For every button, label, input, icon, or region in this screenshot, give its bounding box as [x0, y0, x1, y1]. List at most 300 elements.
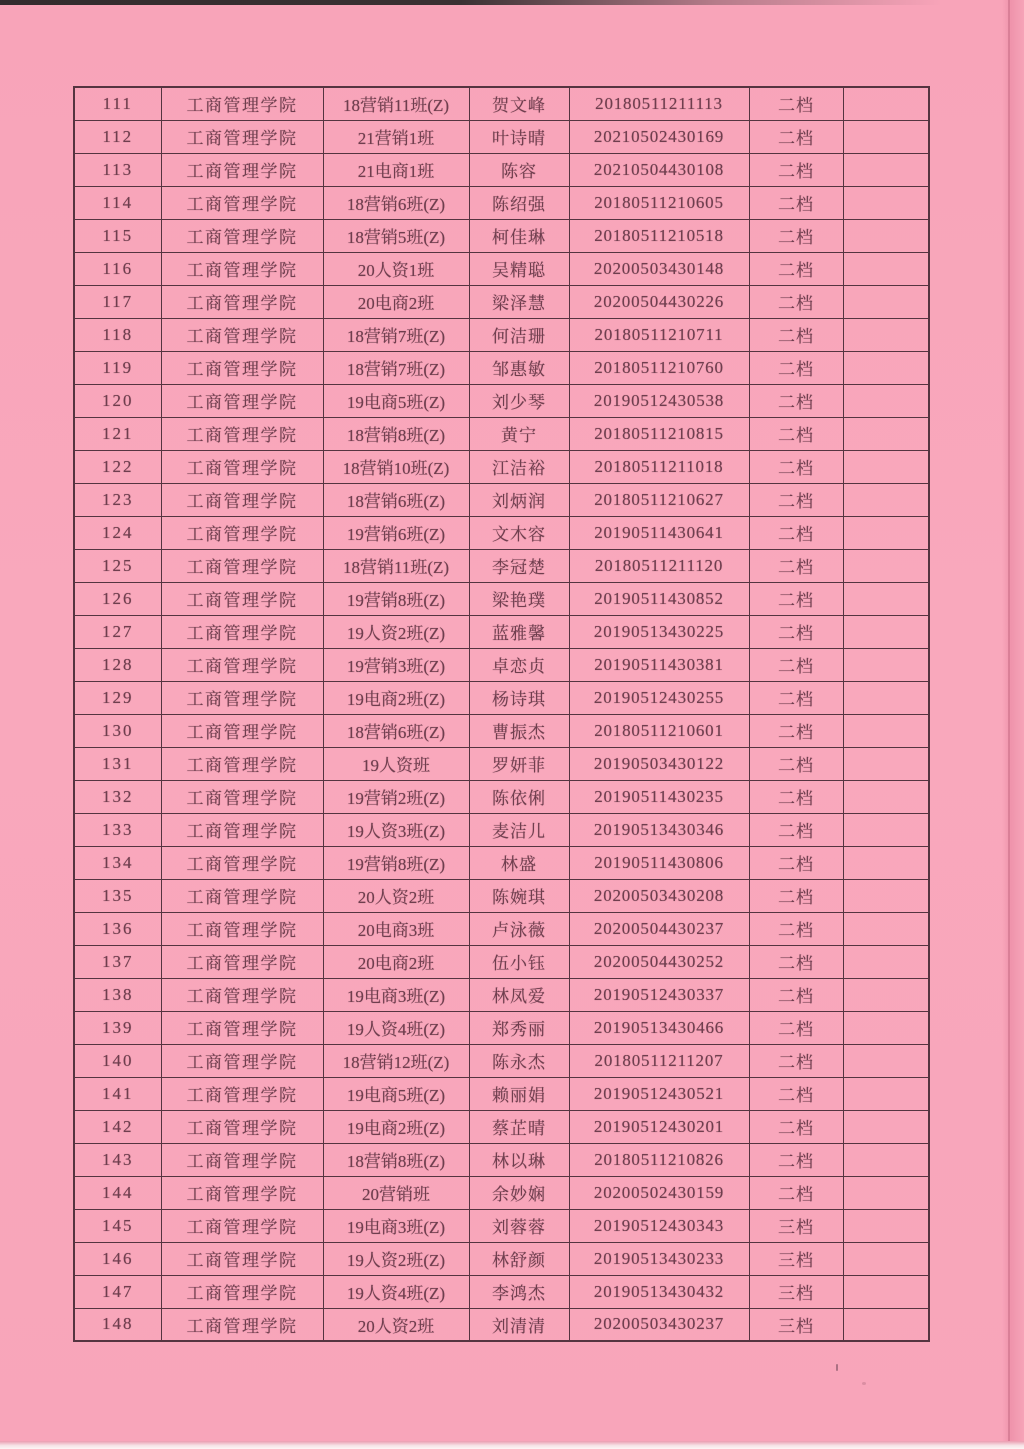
table-row [74, 1275, 929, 1308]
cell-college: 工商管理学院 [161, 681, 323, 714]
table-row [74, 1077, 929, 1110]
cell-class: 19电商2班(Z) [323, 1110, 469, 1143]
cell-level: 二档 [749, 483, 843, 516]
cell-name: 陈绍强 [469, 186, 569, 219]
cell-name: 郑秀丽 [469, 1011, 569, 1044]
cell-college: 工商管理学院 [161, 1077, 323, 1110]
cell-class: 19电商3班(Z) [323, 1209, 469, 1242]
cell-note [843, 549, 929, 582]
cell-level: 二档 [749, 153, 843, 186]
table-row [74, 417, 929, 450]
cell-name: 何洁珊 [469, 318, 569, 351]
cell-note [843, 1110, 929, 1143]
cell-name: 赖丽娟 [469, 1077, 569, 1110]
cell-name: 刘炳润 [469, 483, 569, 516]
cell-student-id: 20180511211113 [569, 87, 749, 120]
cell-level: 二档 [749, 846, 843, 879]
cell-student-id: 20190503430122 [569, 747, 749, 780]
cell-student-id: 20200504430226 [569, 285, 749, 318]
cell-college: 工商管理学院 [161, 1176, 323, 1209]
cell-level: 二档 [749, 615, 843, 648]
cell-level: 二档 [749, 384, 843, 417]
cell-note [843, 450, 929, 483]
cell-name: 陈婉琪 [469, 879, 569, 912]
cell-college: 工商管理学院 [161, 1275, 323, 1308]
student-roster-table [73, 86, 930, 1342]
cell-college: 工商管理学院 [161, 615, 323, 648]
cell-level: 三档 [749, 1275, 843, 1308]
cell-class: 20营销班 [323, 1176, 469, 1209]
cell-no: 121 [74, 417, 161, 450]
cell-note [843, 1209, 929, 1242]
table-row [74, 1110, 929, 1143]
cell-name: 刘少琴 [469, 384, 569, 417]
cell-college: 工商管理学院 [161, 912, 323, 945]
cell-class: 19电商3班(Z) [323, 978, 469, 1011]
cell-class: 19电商5班(Z) [323, 384, 469, 417]
cell-level: 二档 [749, 252, 843, 285]
cell-college: 工商管理学院 [161, 1242, 323, 1275]
cell-class: 19人资4班(Z) [323, 1011, 469, 1044]
cell-note [843, 1176, 929, 1209]
cell-no: 115 [74, 219, 161, 252]
cell-class: 18营销6班(Z) [323, 186, 469, 219]
table-row [74, 384, 929, 417]
cell-college: 工商管理学院 [161, 285, 323, 318]
cell-student-id: 20200502430159 [569, 1176, 749, 1209]
cell-class: 19人资4班(Z) [323, 1275, 469, 1308]
cell-college: 工商管理学院 [161, 384, 323, 417]
cell-college: 工商管理学院 [161, 879, 323, 912]
cell-note [843, 1077, 929, 1110]
cell-no: 134 [74, 846, 161, 879]
cell-college: 工商管理学院 [161, 87, 323, 120]
cell-note [843, 252, 929, 285]
cell-note [843, 747, 929, 780]
cell-name: 曹振杰 [469, 714, 569, 747]
cell-student-id: 20190511430381 [569, 648, 749, 681]
cell-no: 145 [74, 1209, 161, 1242]
cell-class: 21营销1班 [323, 120, 469, 153]
cell-level: 二档 [749, 516, 843, 549]
cell-college: 工商管理学院 [161, 846, 323, 879]
cell-college: 工商管理学院 [161, 1143, 323, 1176]
cell-note [843, 285, 929, 318]
table-row [74, 978, 929, 1011]
cell-class: 18营销6班(Z) [323, 714, 469, 747]
cell-note [843, 912, 929, 945]
cell-note [843, 1308, 929, 1341]
cell-student-id: 20190513430432 [569, 1275, 749, 1308]
table-row [74, 1242, 929, 1275]
table-row [74, 549, 929, 582]
cell-name: 吴精聪 [469, 252, 569, 285]
table-row [74, 186, 929, 219]
cell-name: 林盛 [469, 846, 569, 879]
table-row [74, 846, 929, 879]
cell-college: 工商管理学院 [161, 714, 323, 747]
cell-class: 18营销11班(Z) [323, 549, 469, 582]
cell-note [843, 582, 929, 615]
cell-name: 林凤爱 [469, 978, 569, 1011]
cell-name: 余妙娴 [469, 1176, 569, 1209]
cell-college: 工商管理学院 [161, 813, 323, 846]
cell-college: 工商管理学院 [161, 219, 323, 252]
cell-note [843, 1242, 929, 1275]
cell-name: 杨诗琪 [469, 681, 569, 714]
cell-college: 工商管理学院 [161, 450, 323, 483]
cell-college: 工商管理学院 [161, 153, 323, 186]
cell-student-id: 20190511430641 [569, 516, 749, 549]
cell-no: 123 [74, 483, 161, 516]
cell-class: 19人资3班(Z) [323, 813, 469, 846]
cell-student-id: 20180511211120 [569, 549, 749, 582]
cell-college: 工商管理学院 [161, 1110, 323, 1143]
cell-class: 19营销3班(Z) [323, 648, 469, 681]
cell-college: 工商管理学院 [161, 516, 323, 549]
table-row [74, 87, 929, 120]
cell-note [843, 978, 929, 1011]
cell-name: 陈容 [469, 153, 569, 186]
cell-level: 二档 [749, 549, 843, 582]
cell-note [843, 1143, 929, 1176]
table-row [74, 780, 929, 813]
cell-name: 梁泽慧 [469, 285, 569, 318]
cell-class: 20电商3班 [323, 912, 469, 945]
cell-class: 18营销7班(Z) [323, 318, 469, 351]
cell-student-id: 20190513430466 [569, 1011, 749, 1044]
cell-note [843, 780, 929, 813]
cell-level: 三档 [749, 1209, 843, 1242]
cell-note [843, 1044, 929, 1077]
cell-name: 陈永杰 [469, 1044, 569, 1077]
cell-level: 二档 [749, 912, 843, 945]
cell-name: 刘蓉蓉 [469, 1209, 569, 1242]
cell-student-id: 20180511210826 [569, 1143, 749, 1176]
cell-note [843, 1011, 929, 1044]
table-row [74, 1308, 929, 1341]
cell-class: 18营销11班(Z) [323, 87, 469, 120]
cell-name: 麦洁儿 [469, 813, 569, 846]
cell-no: 127 [74, 615, 161, 648]
cell-no: 139 [74, 1011, 161, 1044]
cell-student-id: 20190511430806 [569, 846, 749, 879]
cell-no: 138 [74, 978, 161, 1011]
cell-note [843, 813, 929, 846]
table-row [74, 450, 929, 483]
table-row [74, 648, 929, 681]
cell-name: 柯佳琳 [469, 219, 569, 252]
cell-class: 20人资2班 [323, 1308, 469, 1341]
table-row [74, 714, 929, 747]
cell-no: 119 [74, 351, 161, 384]
cell-level: 二档 [749, 285, 843, 318]
cell-student-id: 20190512430255 [569, 681, 749, 714]
cell-level: 二档 [749, 1110, 843, 1143]
cell-note [843, 186, 929, 219]
cell-college: 工商管理学院 [161, 318, 323, 351]
cell-note [843, 714, 929, 747]
cell-note [843, 120, 929, 153]
cell-name: 叶诗晴 [469, 120, 569, 153]
cell-class: 19电商5班(Z) [323, 1077, 469, 1110]
cell-no: 118 [74, 318, 161, 351]
cell-name: 林以琳 [469, 1143, 569, 1176]
cell-class: 20人资1班 [323, 252, 469, 285]
cell-student-id: 20180511210518 [569, 219, 749, 252]
cell-level: 二档 [749, 120, 843, 153]
table-row [74, 747, 929, 780]
cell-college: 工商管理学院 [161, 483, 323, 516]
paper-right-edge-line [1008, 0, 1010, 1449]
cell-note [843, 318, 929, 351]
table-row [74, 1044, 929, 1077]
cell-student-id: 20180511210711 [569, 318, 749, 351]
cell-note [843, 648, 929, 681]
cell-level: 三档 [749, 1242, 843, 1275]
table-row [74, 912, 929, 945]
table-row [74, 582, 929, 615]
cell-note [843, 945, 929, 978]
cell-no: 112 [74, 120, 161, 153]
cell-no: 117 [74, 285, 161, 318]
cell-student-id: 20200503430237 [569, 1308, 749, 1341]
cell-class: 19营销6班(Z) [323, 516, 469, 549]
paper-right-edge [1002, 0, 1024, 1449]
cell-no: 136 [74, 912, 161, 945]
cell-no: 125 [74, 549, 161, 582]
cell-college: 工商管理学院 [161, 1011, 323, 1044]
cell-level: 二档 [749, 747, 843, 780]
cell-class: 20电商2班 [323, 945, 469, 978]
cell-note [843, 681, 929, 714]
table-row [74, 120, 929, 153]
cell-student-id: 20180511210627 [569, 483, 749, 516]
cell-no: 124 [74, 516, 161, 549]
student-table-body [74, 87, 929, 1341]
cell-no: 122 [74, 450, 161, 483]
cell-class: 20人资2班 [323, 879, 469, 912]
cell-student-id: 20190513430233 [569, 1242, 749, 1275]
paper-top-edge [0, 0, 1024, 5]
cell-level: 二档 [749, 648, 843, 681]
cell-level: 二档 [749, 813, 843, 846]
cell-no: 131 [74, 747, 161, 780]
cell-level: 二档 [749, 714, 843, 747]
cell-name: 林舒颜 [469, 1242, 569, 1275]
cell-class: 19人资班 [323, 747, 469, 780]
cell-name: 蔡芷晴 [469, 1110, 569, 1143]
cell-college: 工商管理学院 [161, 648, 323, 681]
cell-college: 工商管理学院 [161, 747, 323, 780]
cell-level: 二档 [749, 417, 843, 450]
cell-name: 梁艳璞 [469, 582, 569, 615]
cell-college: 工商管理学院 [161, 945, 323, 978]
cell-name: 蓝雅馨 [469, 615, 569, 648]
table-row [74, 318, 929, 351]
cell-class: 19营销8班(Z) [323, 582, 469, 615]
cell-college: 工商管理学院 [161, 1044, 323, 1077]
table-row [74, 516, 929, 549]
cell-level: 二档 [749, 1077, 843, 1110]
paper-bottom-edge [0, 1441, 1024, 1449]
table-row [74, 483, 929, 516]
cell-level: 二档 [749, 681, 843, 714]
cell-name: 李鸿杰 [469, 1275, 569, 1308]
cell-student-id: 20180511210601 [569, 714, 749, 747]
cell-no: 135 [74, 879, 161, 912]
cell-student-id: 20200503430208 [569, 879, 749, 912]
cell-class: 18营销6班(Z) [323, 483, 469, 516]
cell-no: 133 [74, 813, 161, 846]
cell-no: 143 [74, 1143, 161, 1176]
table-row [74, 1176, 929, 1209]
cell-note [843, 384, 929, 417]
cell-college: 工商管理学院 [161, 780, 323, 813]
cell-name: 贺文峰 [469, 87, 569, 120]
cell-level: 二档 [749, 450, 843, 483]
cell-name: 陈依俐 [469, 780, 569, 813]
cell-college: 工商管理学院 [161, 351, 323, 384]
table-row [74, 1209, 929, 1242]
cell-no: 126 [74, 582, 161, 615]
table-row [74, 879, 929, 912]
cell-note [843, 219, 929, 252]
cell-college: 工商管理学院 [161, 1209, 323, 1242]
cell-college: 工商管理学院 [161, 417, 323, 450]
table-row [74, 615, 929, 648]
cell-college: 工商管理学院 [161, 252, 323, 285]
cell-college: 工商管理学院 [161, 549, 323, 582]
cell-student-id: 20210502430169 [569, 120, 749, 153]
cell-note [843, 615, 929, 648]
cell-class: 21电商1班 [323, 153, 469, 186]
cell-no: 114 [74, 186, 161, 219]
cell-class: 19营销2班(Z) [323, 780, 469, 813]
cell-class: 20电商2班 [323, 285, 469, 318]
cell-note [843, 879, 929, 912]
cell-student-id: 20190512430343 [569, 1209, 749, 1242]
cell-student-id: 20180511211207 [569, 1044, 749, 1077]
cell-note [843, 483, 929, 516]
cell-college: 工商管理学院 [161, 120, 323, 153]
cell-student-id: 20200504430252 [569, 945, 749, 978]
cell-level: 二档 [749, 351, 843, 384]
cell-class: 18营销7班(Z) [323, 351, 469, 384]
cell-no: 129 [74, 681, 161, 714]
cell-student-id: 20190511430852 [569, 582, 749, 615]
cell-level: 二档 [749, 780, 843, 813]
cell-level: 二档 [749, 1143, 843, 1176]
cell-class: 19营销8班(Z) [323, 846, 469, 879]
cell-note [843, 153, 929, 186]
cell-note [843, 1275, 929, 1308]
table-row [74, 351, 929, 384]
cell-class: 18营销10班(Z) [323, 450, 469, 483]
cell-student-id: 20190513430346 [569, 813, 749, 846]
table-row [74, 285, 929, 318]
cell-no: 128 [74, 648, 161, 681]
cell-name: 卢泳薇 [469, 912, 569, 945]
cell-name: 邹惠敏 [469, 351, 569, 384]
cell-note [843, 417, 929, 450]
cell-class: 18营销8班(Z) [323, 417, 469, 450]
cell-student-id: 20180511210815 [569, 417, 749, 450]
cell-level: 二档 [749, 978, 843, 1011]
cell-no: 132 [74, 780, 161, 813]
cell-note [843, 87, 929, 120]
cell-class: 18营销12班(Z) [323, 1044, 469, 1077]
cell-level: 二档 [749, 1011, 843, 1044]
cell-no: 120 [74, 384, 161, 417]
cell-level: 二档 [749, 879, 843, 912]
cell-level: 二档 [749, 219, 843, 252]
cell-name: 罗妍菲 [469, 747, 569, 780]
cell-class: 18营销5班(Z) [323, 219, 469, 252]
cell-student-id: 20180511210605 [569, 186, 749, 219]
cell-no: 113 [74, 153, 161, 186]
cell-no: 141 [74, 1077, 161, 1110]
cell-college: 工商管理学院 [161, 1308, 323, 1341]
cell-student-id: 20190512430337 [569, 978, 749, 1011]
cell-student-id: 20190512430521 [569, 1077, 749, 1110]
cell-level: 二档 [749, 1044, 843, 1077]
cell-student-id: 20180511210760 [569, 351, 749, 384]
cell-class: 19人资2班(Z) [323, 1242, 469, 1275]
cell-class: 19电商2班(Z) [323, 681, 469, 714]
cell-level: 二档 [749, 87, 843, 120]
table-row [74, 945, 929, 978]
cell-student-id: 20200503430148 [569, 252, 749, 285]
cell-name: 黄宁 [469, 417, 569, 450]
cell-name: 刘清清 [469, 1308, 569, 1341]
table-row [74, 681, 929, 714]
cell-class: 19人资2班(Z) [323, 615, 469, 648]
cell-student-id: 20190511430235 [569, 780, 749, 813]
cell-college: 工商管理学院 [161, 978, 323, 1011]
cell-no: 137 [74, 945, 161, 978]
cell-college: 工商管理学院 [161, 186, 323, 219]
cell-level: 三档 [749, 1308, 843, 1341]
ink-speck [836, 1364, 838, 1371]
cell-class: 18营销8班(Z) [323, 1143, 469, 1176]
cell-student-id: 20200504430237 [569, 912, 749, 945]
cell-level: 二档 [749, 1176, 843, 1209]
cell-no: 111 [74, 87, 161, 120]
table-row [74, 1011, 929, 1044]
cell-level: 二档 [749, 186, 843, 219]
cell-no: 144 [74, 1176, 161, 1209]
cell-name: 文木容 [469, 516, 569, 549]
cell-note [843, 846, 929, 879]
cell-no: 146 [74, 1242, 161, 1275]
cell-student-id: 20180511211018 [569, 450, 749, 483]
table-row [74, 153, 929, 186]
cell-level: 二档 [749, 318, 843, 351]
cell-level: 二档 [749, 582, 843, 615]
cell-student-id: 20210504430108 [569, 153, 749, 186]
cell-name: 卓恋贞 [469, 648, 569, 681]
cell-no: 130 [74, 714, 161, 747]
ink-speck [862, 1382, 866, 1385]
table-row [74, 1143, 929, 1176]
cell-note [843, 351, 929, 384]
cell-name: 江洁裕 [469, 450, 569, 483]
cell-student-id: 20190512430538 [569, 384, 749, 417]
cell-no: 148 [74, 1308, 161, 1341]
cell-student-id: 20190513430225 [569, 615, 749, 648]
table-row [74, 813, 929, 846]
